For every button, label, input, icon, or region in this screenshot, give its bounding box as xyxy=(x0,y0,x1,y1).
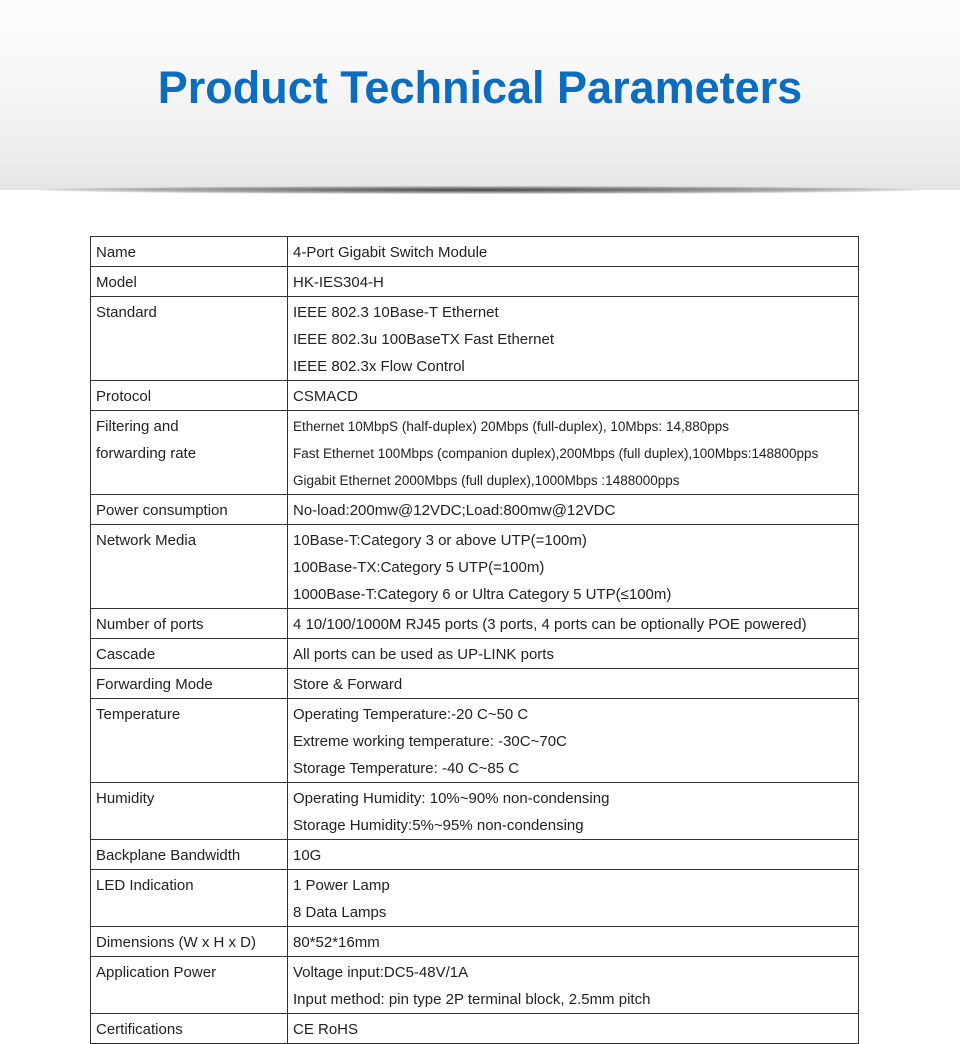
spec-value xyxy=(288,381,859,411)
spec-label-line: Protocol xyxy=(96,388,152,405)
spec-value xyxy=(288,957,859,1014)
spec-row xyxy=(91,525,859,609)
spec-row xyxy=(91,669,859,699)
spec-value-line: Store & Forward xyxy=(293,676,403,693)
spec-label-line: Network Media xyxy=(96,532,197,549)
spec-row xyxy=(91,870,859,927)
spec-label-line: Dimensions (W x H x D) xyxy=(96,934,257,951)
spec-value-line: 4-Port Gigabit Switch Module xyxy=(293,244,488,261)
spec-row xyxy=(91,957,859,1014)
spec-value xyxy=(288,495,859,525)
spec-row xyxy=(91,699,859,783)
spec-label-line: Cascade xyxy=(96,646,156,663)
spec-label xyxy=(91,1014,288,1044)
spec-label xyxy=(91,870,288,927)
spec-label xyxy=(91,957,288,1014)
spec-label-line: Filtering and xyxy=(96,418,179,435)
spec-value xyxy=(288,639,859,669)
spec-label xyxy=(91,927,288,957)
spec-label-line: Humidity xyxy=(96,790,155,807)
spec-label xyxy=(91,840,288,870)
spec-label-line: Certifications xyxy=(96,1021,183,1038)
spec-value-line: 1000Base-T:Category 6 or Ultra Category 5 UTP(≤100m) xyxy=(293,586,672,603)
spec-value-line: IEEE 802.3 10Base-T Ethernet xyxy=(293,304,499,321)
spec-value-line: IEEE 802.3x Flow Control xyxy=(293,358,465,375)
spec-value xyxy=(288,870,859,927)
spec-row xyxy=(91,267,859,297)
spec-value-line: 10Base-T:Category 3 or above UTP(=100m) xyxy=(293,532,587,549)
spec-value-line: No-load:200mw@12VDC;Load:800mw@12VDC xyxy=(293,502,616,519)
spec-label-line: Standard xyxy=(96,304,157,321)
spec-row xyxy=(91,639,859,669)
spec-label-line: Forwarding Mode xyxy=(96,676,213,693)
page-title: Product Technical Parameters xyxy=(157,62,803,113)
spec-value xyxy=(288,525,859,609)
spec-table xyxy=(90,236,859,1044)
spec-row xyxy=(91,237,859,267)
spec-value xyxy=(288,237,859,267)
spec-value-line: Input method: pin type 2P terminal block, 2.5mm pitch xyxy=(293,991,651,1008)
header-shadow-divider xyxy=(40,186,920,194)
spec-value xyxy=(288,840,859,870)
spec-label-line: Name xyxy=(96,244,137,261)
spec-label xyxy=(91,699,288,783)
spec-row xyxy=(91,297,859,381)
spec-label-line: Application Power xyxy=(96,964,217,981)
spec-row xyxy=(91,1014,859,1044)
spec-value-line: Extreme working temperature: -30C~70C xyxy=(293,733,567,750)
spec-label-line: Number of ports xyxy=(96,616,204,633)
spec-label xyxy=(91,237,288,267)
spec-label-line: forwarding rate xyxy=(96,445,197,462)
spec-value-line: Storage Temperature: -40 C~85 C xyxy=(293,760,520,777)
spec-value-line: 4 10/100/1000M RJ45 ports (3 ports, 4 ports can be optionally POE powered) xyxy=(293,616,807,633)
spec-label xyxy=(91,525,288,609)
spec-value-line: 100Base-TX:Category 5 UTP(=100m) xyxy=(293,559,545,576)
spec-value xyxy=(288,669,859,699)
spec-label xyxy=(91,609,288,639)
spec-label xyxy=(91,669,288,699)
spec-value-line: Operating Humidity: 10%~90% non-condensing xyxy=(293,790,610,807)
spec-value xyxy=(288,699,859,783)
spec-value-line: Storage Humidity:5%~95% non-condensing xyxy=(293,817,584,834)
spec-label-line: Model xyxy=(96,274,137,291)
spec-value-line: Voltage input:DC5-48V/1A xyxy=(293,964,469,981)
spec-value-line: Operating Temperature:-20 C~50 C xyxy=(293,706,529,723)
spec-value-line: 10G xyxy=(293,847,322,864)
spec-value xyxy=(288,411,859,495)
spec-label xyxy=(91,381,288,411)
spec-value xyxy=(288,297,859,381)
spec-row xyxy=(91,840,859,870)
spec-value-line: CSMACD xyxy=(293,388,359,405)
spec-label-line: Temperature xyxy=(96,706,181,723)
spec-label xyxy=(91,267,288,297)
spec-value-line: IEEE 802.3u 100BaseTX Fast Ethernet xyxy=(293,331,554,348)
spec-value-line: CE RoHS xyxy=(293,1021,359,1038)
spec-value-line: All ports can be used as UP-LINK ports xyxy=(293,646,554,663)
spec-value xyxy=(288,267,859,297)
spec-row xyxy=(91,381,859,411)
spec-value xyxy=(288,783,859,840)
spec-label xyxy=(91,297,288,381)
spec-label xyxy=(91,411,288,495)
spec-label xyxy=(91,783,288,840)
spec-label xyxy=(91,639,288,669)
spec-row xyxy=(91,927,859,957)
spec-value-line: 1 Power Lamp xyxy=(293,877,390,894)
spec-label-line: LED Indication xyxy=(96,877,194,894)
spec-row xyxy=(91,783,859,840)
spec-label-line: Power consumption xyxy=(96,502,228,519)
spec-label xyxy=(91,495,288,525)
spec-row xyxy=(91,495,859,525)
spec-value-line: Fast Ethernet 100Mbps (companion duplex),200Mbps (full duplex),100Mbps:148800pps xyxy=(293,446,819,461)
spec-row xyxy=(91,609,859,639)
spec-value xyxy=(288,927,859,957)
spec-row xyxy=(91,411,859,495)
spec-value xyxy=(288,609,859,639)
spec-value-line: HK-IES304-H xyxy=(293,274,384,291)
spec-value-line: 80*52*16mm xyxy=(293,934,380,951)
spec-value xyxy=(288,1014,859,1044)
spec-value-line: Gigabit Ethernet 2000Mbps (full duplex),1000Mbps :1488000pps xyxy=(293,473,680,488)
spec-label-line: Backplane Bandwidth xyxy=(96,847,241,864)
spec-value-line: 8 Data Lamps xyxy=(293,904,387,921)
spec-value-line: Ethernet 10MbpS (half-duplex) 20Mbps (full-duplex), 10Mbps: 14,880pps xyxy=(293,419,729,434)
